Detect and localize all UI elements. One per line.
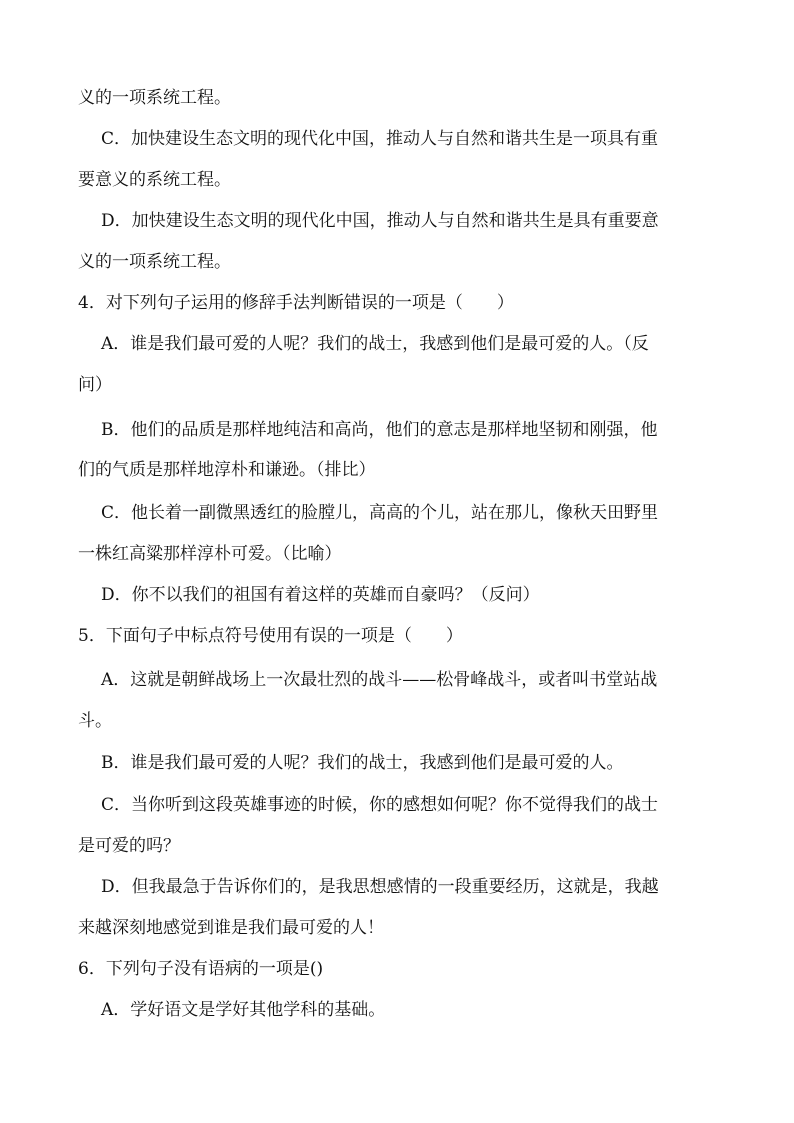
option-b-line: B．谁是我们最可爱的人呢？我们的战士，我感到他们是最可爱的人。 — [101, 753, 624, 773]
question-6: 6．下列句子没有语病的一项是() — [78, 959, 324, 979]
option-d-line: D．加快建设生态文明的现代化中国，推动人与自然和谐共生是具有重要意 — [101, 211, 659, 231]
text-line: 义的一项系统工程。 — [78, 88, 231, 108]
option-b-line: B．他们的品质是那样地纯洁和高尚，他们的意志是那样地坚韧和刚强，他 — [101, 420, 658, 440]
text-line: 一株红高粱那样淳朴可爱。（比喻） — [78, 544, 342, 564]
text-line: 是可爱的吗？ — [78, 836, 180, 856]
option-d-line: D．你不以我们的祖国有着这样的英雄而自豪吗？（反问） — [101, 585, 540, 605]
option-d-line: D．但我最急于告诉你们的，是我思想感情的一段重要经历，这就是，我越 — [101, 877, 659, 897]
option-a-line: A．谁是我们最可爱的人呢？我们的战士，我感到他们是最可爱的人。（反 — [101, 334, 649, 354]
text-line: 义的一项系统工程。 — [78, 252, 231, 272]
question-5: 5．下面句子中标点符号使用有误的一项是（ ） — [78, 626, 463, 646]
option-c-line: C．加快建设生态文明的现代化中国，推动人与自然和谐共生是一项具有重 — [101, 129, 659, 149]
text-line: 要意义的系统工程。 — [78, 170, 231, 190]
text-line: 们的气质是那样地淳朴和谦逊。（排比） — [78, 460, 376, 480]
option-c-line: C．他长着一副微黑透红的脸膛儿，高高的个儿，站在那儿，像秋天田野里 — [101, 503, 659, 523]
option-a-line: A．这就是朝鲜战场上一次最壮烈的战斗——松骨峰战斗，或者叫书堂站战 — [101, 670, 658, 690]
text-line: 来越深刻地感觉到谁是我们最可爱的人！ — [78, 918, 384, 938]
option-a-line: A．学好语文是学好其他学科的基础。 — [101, 1000, 386, 1020]
question-4: 4．对下列句子运用的修辞手法判断错误的一项是（ ） — [78, 293, 514, 313]
text-line: 斗。 — [78, 711, 112, 731]
text-line: 问） — [78, 375, 112, 395]
option-c-line: C．当你听到这段英雄事迹的时候，你的感想如何呢？你不觉得我们的战士 — [101, 795, 659, 815]
